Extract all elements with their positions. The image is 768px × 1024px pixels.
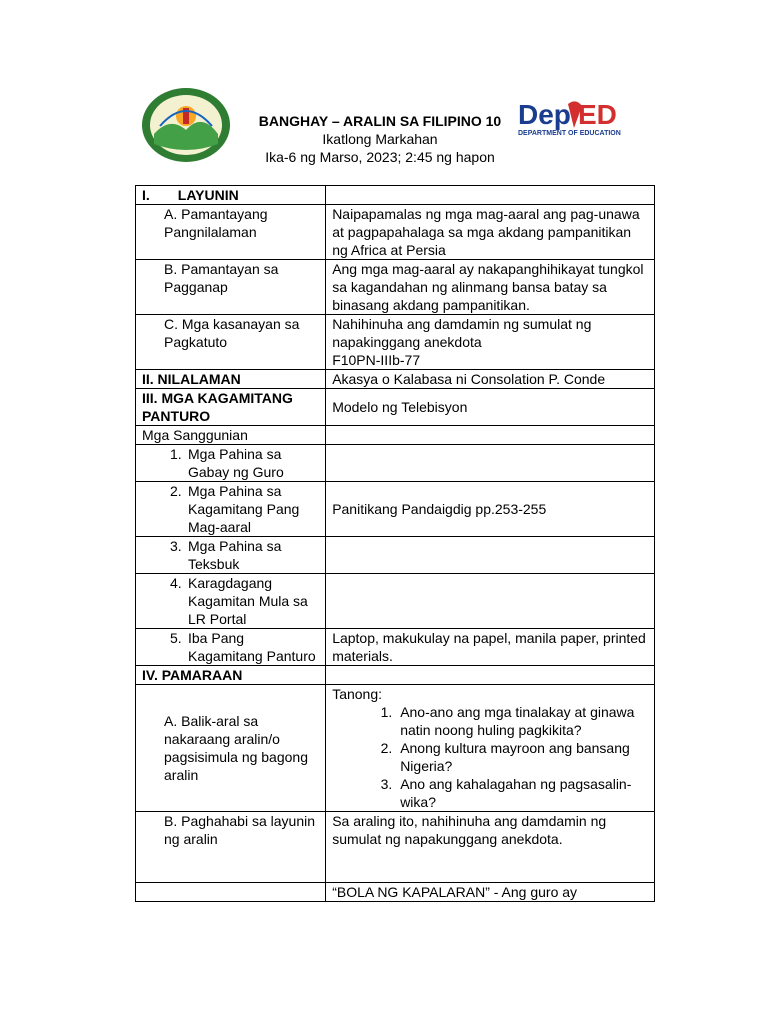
pamantayang-label: A. Pamantayang Pangnilalaman [136, 205, 326, 260]
row-kagamitan [136, 389, 655, 426]
row-last [136, 883, 655, 902]
row-pagganap [136, 260, 655, 315]
svg-text:DEPARTMENT OF EDUCATION: DEPARTMENT OF EDUCATION [518, 130, 621, 137]
balikaral-label: A. Balik-aral sa nakaraang aralin/o pagsisimula ng bagong aralin [136, 685, 326, 812]
title-block [250, 112, 510, 166]
division-seal-icon [140, 86, 232, 164]
layunin-num: I. [142, 187, 150, 203]
svg-text:ED: ED [578, 99, 617, 130]
iba-num: 5. [170, 630, 182, 646]
deped-logo-icon [516, 98, 650, 138]
magaaral-num: 2. [170, 483, 182, 499]
teksbuk-num: 3. [170, 538, 182, 554]
paghahabi-value: Sa araling ito, nahihinuha ang damdamin ng sumulat ng napakunggang anekdota. [326, 812, 655, 883]
lesson-plan-table [135, 185, 655, 902]
row-layunin [136, 186, 655, 205]
nilalaman-label: II. NILALAMAN [136, 370, 326, 389]
row-paghahabi [136, 812, 655, 883]
row-lrportal [136, 574, 655, 629]
kasanayan-code: F10PN-IIIb-77 [332, 352, 421, 368]
pagganap-label: B. Pamantayan sa Pagganap [136, 260, 326, 315]
question-item: 2. Anong kultura mayroon ang bansang Nigeria? [396, 739, 648, 775]
document-title: BANGHAY – ARALIN SA FILIPINO 10 [258, 113, 502, 129]
row-nilalaman [136, 370, 655, 389]
layunin-label: LAYUNIN [177, 187, 239, 203]
last-value: “BOLA NG KAPALARAN” - Ang guro ay [326, 883, 655, 902]
question-item: 1. Ano-ano ang mga tinalakay at ginawa natin noong huling pagkikita? [396, 703, 648, 739]
question-item: 3. Ano ang kahalagahan ng pagsasalin-wika? [396, 775, 648, 811]
quarter-label: Ikatlong Markahan [322, 131, 438, 147]
iba-value: Laptop, makukulay na papel, manila paper, printed materials. [326, 629, 655, 666]
kasanayan-label: C. Mga kasanayan sa Pagkatuto [136, 315, 326, 370]
lrportal-num: 4. [170, 575, 182, 591]
pagganap-value: Ang mga mag-aaral ay nakapanghihikayat tungkol sa kagandahan ng alinmang bansa batay sa binasang akdang pampanitikan. [326, 260, 655, 315]
pamantayang-value: Naipapamalas ng mga mag-aaral ang pag-unawa at pagpapahalaga sa mga akdang pampanitikan ng Africa at Persia [326, 205, 655, 260]
iba-label: Iba Pang Kagamitang Panturo [188, 630, 316, 664]
row-pamantayang [136, 205, 655, 260]
kagamitan-value: Modelo ng Telebisyon [326, 389, 655, 426]
row-balikaral [136, 685, 655, 812]
row-iba [136, 629, 655, 666]
row-sanggunian [136, 426, 655, 445]
kasanayan-value: Nahihinuha ang damdamin ng sumulat ng napakinggang anekdota [332, 316, 592, 350]
balikaral-intro: Tanong: [332, 686, 383, 702]
pamaraan-label: IV. PAMARAAN [136, 666, 326, 685]
gabay-num: 1. [170, 446, 182, 462]
gabay-label: Mga Pahina sa Gabay ng Guro [188, 446, 284, 480]
kagamitan-label: III. MGA KAGAMITANG PANTURO [136, 389, 326, 426]
magaaral-value: Panitikang Pandaigdig pp.253-255 [326, 482, 655, 537]
row-magaaral [136, 482, 655, 537]
paghahabi-label: B. Paghahabi sa layunin ng aralin [136, 812, 326, 883]
teksbuk-label: Mga Pahina sa Teksbuk [188, 538, 282, 572]
magaaral-label: Mga Pahina sa Kagamitang Pang Mag-aaral [188, 483, 300, 535]
row-pamaraan [136, 666, 655, 685]
question-list [332, 703, 648, 811]
row-kasanayan [136, 315, 655, 370]
row-teksbuk [136, 537, 655, 574]
sanggunian-label: Mga Sanggunian [136, 426, 326, 445]
svg-text:Dep: Dep [518, 99, 571, 130]
date-label: Ika-6 ng Marso, 2023; 2:45 ng hapon [265, 149, 495, 165]
row-gabay [136, 445, 655, 482]
nilalaman-value: Akasya o Kalabasa ni Consolation P. Conde [326, 370, 655, 389]
lrportal-label: Karagdagang Kagamitan Mula sa LR Portal [188, 575, 308, 627]
document-header [0, 0, 768, 180]
